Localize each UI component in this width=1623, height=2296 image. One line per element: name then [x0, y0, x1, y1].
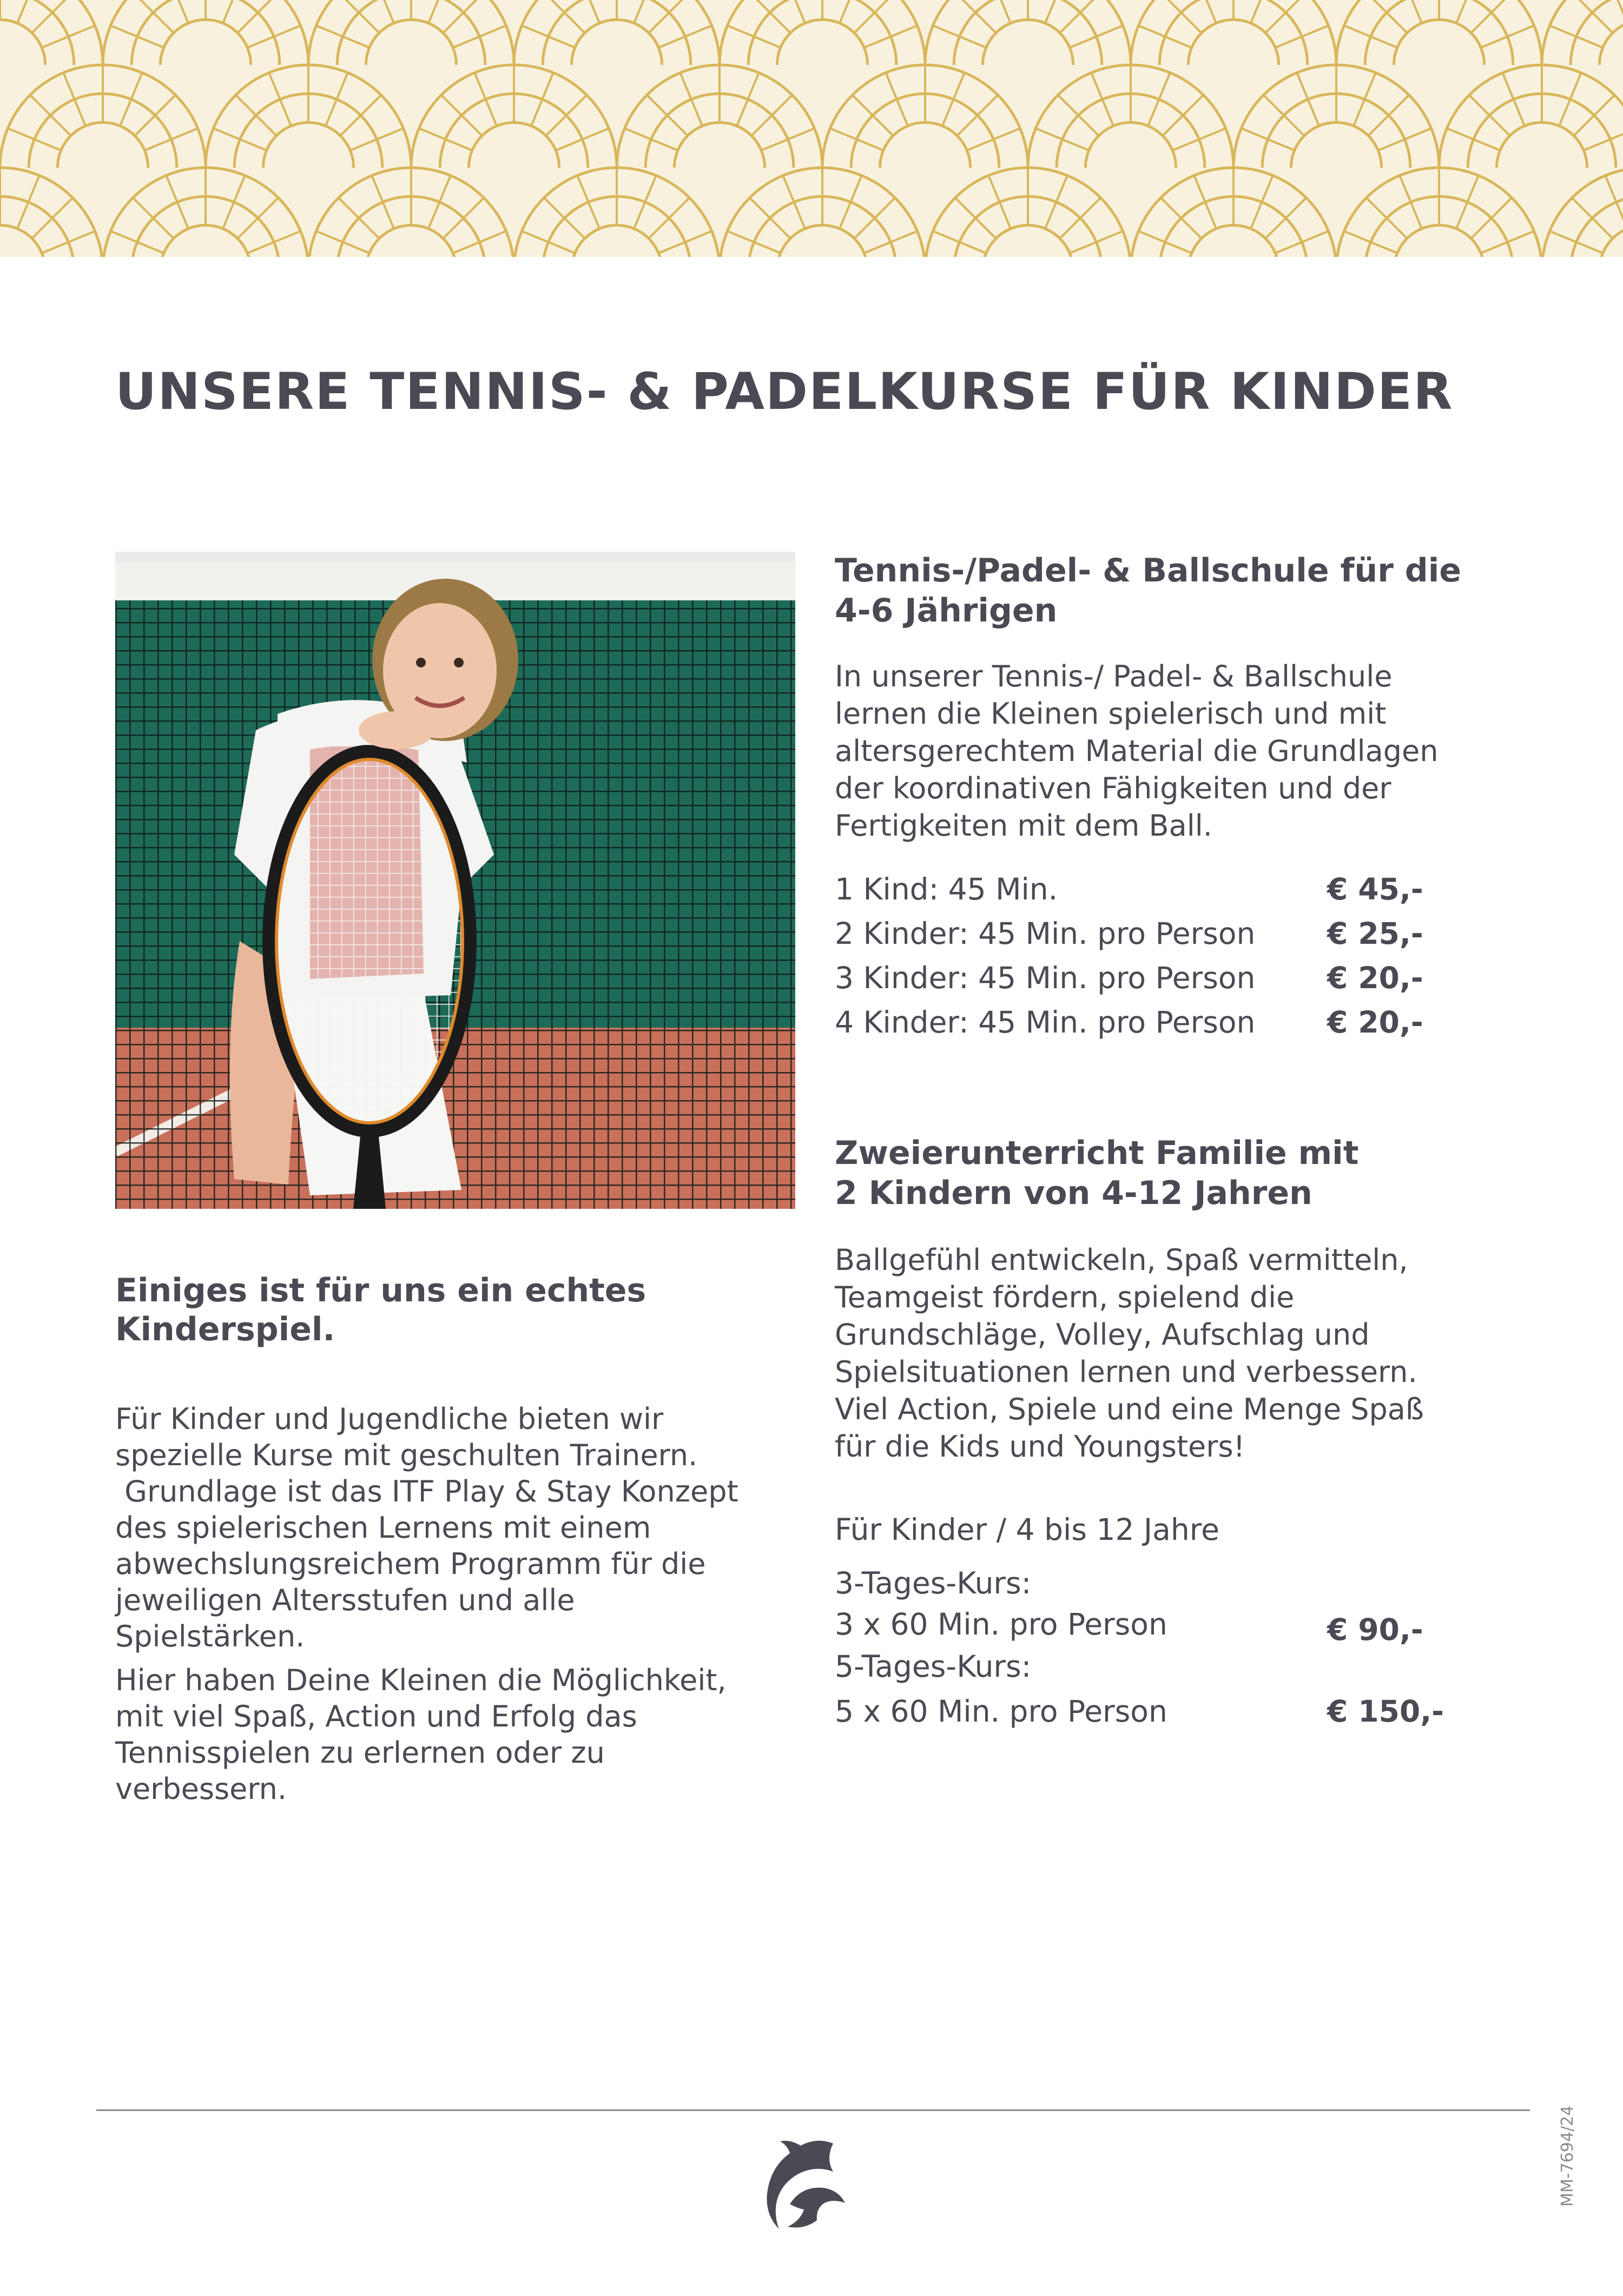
- fan-shape: [925, 168, 1131, 257]
- fan-shape: [308, 0, 514, 65]
- price-row: [835, 1604, 1511, 1645]
- price-label: 3 Kinder: 45 Min. pro Person: [835, 961, 1256, 995]
- fan-shape: [411, 65, 617, 168]
- price-row: [835, 956, 1511, 1000]
- fan-shape: [1131, 0, 1336, 65]
- ballschule-heading: [835, 551, 1511, 631]
- price-label: 1 Kind: 45 Min.: [835, 872, 1058, 907]
- text-line: Spielsituationen lernen und verbessern.: [835, 1355, 1417, 1389]
- document-code: MM-7694/24: [1558, 2105, 1577, 2207]
- text-line: lernen die Kleinen spielerisch und mit: [835, 697, 1387, 731]
- text-line: der koordinativen Fähigkeiten und der: [835, 771, 1391, 805]
- course3-title: 3-Tages-Kurs:: [835, 1566, 1032, 1600]
- fan-shape: [1542, 168, 1623, 257]
- fan-shape: [822, 65, 1028, 168]
- price-amount: € 20,-: [1327, 961, 1423, 995]
- dolphin-logo-icon: [752, 2134, 849, 2237]
- text-line: Ballgefühl entwickeln, Spaß vermitteln,: [835, 1243, 1408, 1277]
- fan-shape: [925, 0, 1131, 65]
- footer-divider: [96, 2109, 1530, 2111]
- text-line: Spielstärken.: [115, 1619, 305, 1653]
- familie-audience: Für Kinder / 4 bis 12 Jahre: [835, 1512, 1219, 1547]
- fan-pattern: [0, 0, 1623, 257]
- text-line: verbessern.: [115, 1772, 287, 1806]
- price-label: 4 Kinder: 45 Min. pro Person: [835, 1005, 1256, 1040]
- price-row: [835, 1000, 1511, 1044]
- course3-detail: 3 x 60 Min. pro Person: [835, 1607, 1167, 1642]
- text-line: altersgerechtem Material die Grundlagen: [835, 734, 1439, 768]
- heading-line: 4-6 Jährigen: [835, 592, 1058, 630]
- fan-shape: [1336, 0, 1542, 65]
- text-line: des spielerischen Lernens mit einem: [115, 1511, 651, 1545]
- fan-shape: [0, 168, 103, 257]
- text-line: jeweiligen Altersstufen und alle: [115, 1583, 575, 1617]
- course5-price: € 150,-: [1327, 1694, 1444, 1729]
- intro-heading-line: Kinderspiel.: [115, 1311, 335, 1348]
- familie-heading: [835, 1133, 1511, 1213]
- course5-title: 5-Tages-Kurs:: [835, 1649, 1032, 1684]
- heading-line: Zweierunterricht Familie mit: [835, 1134, 1359, 1172]
- ballschule-price-list: [835, 867, 1511, 1044]
- fan-shape: [103, 0, 308, 65]
- fan-shape: [1439, 65, 1623, 168]
- price-amount: € 45,-: [1327, 872, 1423, 907]
- text-line: mit viel Spaß, Action und Erfolg das: [115, 1699, 637, 1733]
- ballschule-description: [835, 658, 1511, 844]
- text-line: für die Kids und Youngsters!: [835, 1430, 1245, 1464]
- price-amount: € 20,-: [1327, 1005, 1423, 1040]
- text-line: spezielle Kurse mit geschulten Trainern.: [115, 1438, 698, 1472]
- intro-paragraph: [115, 1662, 791, 1807]
- heading-line: 2 Kindern von 4-12 Jahren: [835, 1174, 1312, 1212]
- fan-shape: [103, 168, 308, 257]
- heading-line: Tennis-/Padel- & Ballschule für die: [835, 552, 1461, 590]
- fan-shape: [617, 65, 822, 168]
- course3-price: € 90,-: [1327, 1612, 1423, 1647]
- fan-shape: [0, 65, 206, 168]
- price-amount: € 25,-: [1327, 916, 1423, 951]
- photo-girl-with-tennis-racket: [115, 552, 795, 1209]
- intro-paragraph: [115, 1401, 791, 1655]
- price-row: [835, 867, 1511, 911]
- fan-shape: [720, 0, 925, 65]
- fan-shape: [1542, 0, 1623, 65]
- text-line: abwechslungsreichem Programm für die: [115, 1547, 706, 1581]
- text-line: Tennisspielen zu erlernen oder zu: [115, 1736, 605, 1770]
- fan-shape: [1336, 168, 1542, 257]
- fan-shape: [206, 65, 411, 168]
- fan-shape: [1233, 65, 1439, 168]
- text-line: Hier haben Deine Kleinen die Möglichkeit,: [115, 1663, 727, 1697]
- text-line: Viel Action, Spiele und eine Menge Spaß: [835, 1392, 1424, 1426]
- page-title: UNSERE TENNIS- & PADELKURSE FÜR KINDER: [115, 362, 1454, 421]
- fan-shape: [720, 168, 925, 257]
- familie-section: [835, 1133, 1511, 1735]
- intro-text: [115, 1401, 791, 1807]
- price-row: [835, 911, 1511, 956]
- decorative-header-pattern: [0, 0, 1623, 257]
- fan-shape: [0, 0, 103, 65]
- fan-shape: [1131, 168, 1336, 257]
- familie-description: [835, 1241, 1511, 1465]
- text-line: Grundlage ist das ITF Play & Stay Konzept: [115, 1474, 738, 1508]
- text-line: Grundschläge, Volley, Aufschlag und: [835, 1318, 1370, 1352]
- text-line: Für Kinder und Jugendliche bieten wir: [115, 1402, 664, 1436]
- text-line: In unserer Tennis-/ Padel- & Ballschule: [835, 659, 1393, 693]
- ballschule-section: [835, 551, 1511, 1044]
- intro-heading-line: Einiges ist für uns ein echtes: [115, 1272, 646, 1309]
- photo-illustration: [115, 552, 795, 1209]
- fan-shape: [514, 0, 720, 65]
- text-line: Teamgeist fördern, spielend die: [835, 1280, 1295, 1314]
- intro-heading: [115, 1271, 791, 1349]
- text-line: Fertigkeiten mit dem Ball.: [835, 809, 1212, 843]
- fan-shape: [308, 168, 514, 257]
- price-label: 2 Kinder: 45 Min. pro Person: [835, 916, 1256, 951]
- fan-shape: [1028, 65, 1233, 168]
- fan-shape: [514, 168, 720, 257]
- course5-detail: 5 x 60 Min. pro Person: [835, 1694, 1167, 1729]
- price-row: [835, 1688, 1511, 1735]
